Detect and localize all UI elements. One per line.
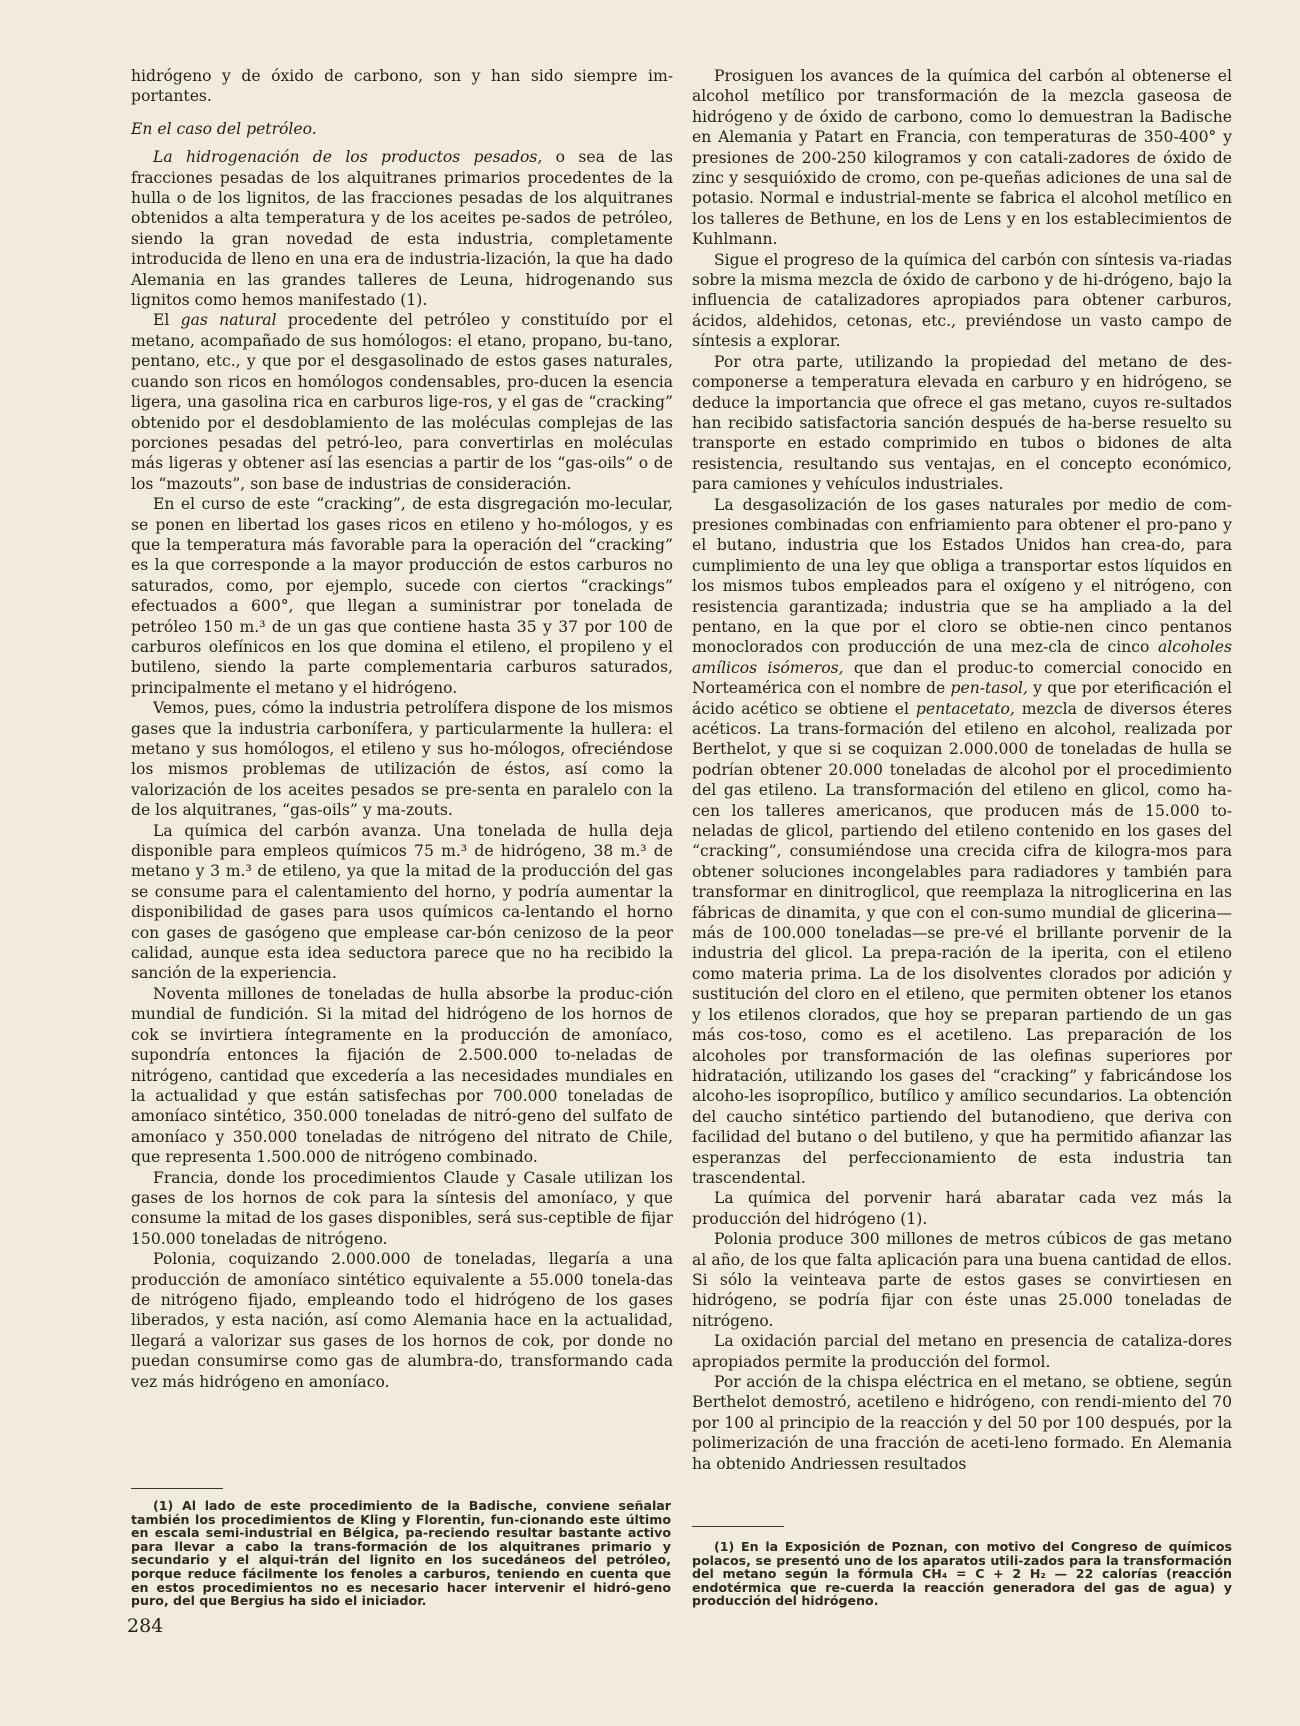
footnote bbox=[131, 1499, 671, 1608]
footnote bbox=[692, 1540, 1232, 1608]
left-column bbox=[131, 66, 673, 1392]
italic-phrase: pentacetato, bbox=[915, 699, 1015, 718]
footnote-divider bbox=[692, 1526, 784, 1527]
paragraph-text: La desgasolización de los gases naturales por medio de com-presiones combinadas con enfriamiento para obtener el pro-pano y el butano, industria que los Estados Unidos han crea-do, para cumplimiento de una ley que obliga a transportar estos líquidos en los mismos tubos empleados para el oxígeno y el nitrógeno, con resistencia garantizada; industria que se ha ampliado a la del pentano, en la que por el cloro se obtie-nen cinco pentanos monoclorados con producción de una mez-cla de cinco bbox=[692, 495, 1232, 657]
italic-phrase: La hidrogenación de los productos pesados, bbox=[153, 148, 543, 167]
paragraph: Noventa millones de toneladas de hulla absorbe la produc-ción mundial de fundición. Si la mitad del hidrógeno de los hornos de cok se invirtiera íntegramente en la producción de amoníaco, supondría entonces la fijación de 2.500.000 to-neladas de nitrógeno, cantidad que excedería a las necesidades mundiales en la actualidad y que están satisfechas por 700.000 toneladas de amoníaco sintético, 350.000 toneladas de nitró-geno del sulfato de amoníaco y 350.000 toneladas de nitrógeno del nitrato de Chile, que representa 1.500.000 de nitrógeno combinado. bbox=[131, 984, 673, 1167]
paragraph-text: que dan el produc-to comercial conocido en Norteamérica con el nombre de bbox=[692, 658, 1232, 698]
paragraph: La química del carbón avanza. Una tonelada de hulla deja disponible para empleos químicos 75 m.³ de hidrógeno, 38 m.³ de metano y 3 m.³ de etileno, ya que la mitad de la producción del gas se consume para el calentamiento del horno, y podría aumentar la disponibilidad de gases para usos químicos ca-lentando el horno con gases de gasógeno que emplease car-bón cenizoso de la peor calidad, aunque esta idea seductora parece que no ha recibido la sanción de la experiencia. bbox=[131, 821, 673, 983]
paragraph-text: El bbox=[153, 311, 181, 330]
italic-phrase: alcoholes amílicos isómeros, bbox=[692, 638, 1232, 677]
paragraph: hidrógeno y de óxido de carbono, son y han sido siempre im-portantes. bbox=[131, 67, 673, 106]
paragraph-text: procedente del petróleo y constituído por el metano, acompañado de sus homólogos: el etano, propano, bu-tano, pentano, etc., y que por el desgasolinado de estos gases naturales, cuando son ricos en homólogos condensables, pro-ducen la esencia ligera, una gasolina rica en carburos lige-ros, y el gas de “cracking” obtenido por el desdoblamiento de las moléculas complejas de las porciones pesadas del petró-leo, para convertirlas en moléculas más ligeras y obtener así las esencias a partir de los “gas-oils” o de los “mazouts”, son base de industrias de consideración. bbox=[131, 311, 673, 493]
footnote-divider bbox=[131, 1488, 223, 1489]
paragraph: La química del porvenir hará abaratar cada vez más la producción del hidrógeno (1). bbox=[692, 1189, 1232, 1228]
paragraph bbox=[131, 310, 673, 494]
footnote-text: (1) Al lado de este procedimiento de la Badische, conviene señalar también los procedimientos de Kling y Florentin, fun-cionando este último en escala semi-industrial en Bélgica, pa-reciendo resultar bastante activo para llevar a cabo la trans-formación de los alquitranes primario y secundario y el alqui-trán del lignito en los sucedáneos del petróleo, porque reduce fácilmente los fenoles a carburos, teniendo en cuenta que en estos procedimientos no es necesario hacer intervenir el hidró-geno puro, del que Bergius ha sido el iniciador. bbox=[131, 1498, 671, 1609]
paragraph bbox=[131, 147, 673, 310]
paragraph: Polonia produce 300 millones de metros cúbicos de gas metano al año, de los que falta aplicación para una buena cantidad de ellos. Si sólo la veinteava parte de estos gases se convirtiesen en hidrógeno, se podría fijar con éste unas 25.000 toneladas de nitrógeno. bbox=[692, 1230, 1232, 1330]
paragraph: Por otra parte, utilizando la propiedad del metano de des-componerse a temperatura elevada en carburo y en hidrógeno, se deduce la importancia que ofrece el gas metano, cuyos re-sultados han recibido satisfactoria sanción después de ha-berse resuelto su transporte en estado comprimido en tubos o bidones de alta resistencia, resultando sus ventajas, en el concepto económico, para camiones y vehículos industriales. bbox=[692, 352, 1232, 494]
paragraph-text: y que por eterificación el ácido acético se obtiene el bbox=[692, 679, 1232, 718]
paragraph: En el curso de este “cracking”, de esta disgregación mo-lecular, se ponen en libertad los gases ricos en etileno y ho-mólogos, y es que la temperatura más favorable para la operación del “cracking” es la que corresponde a la mayor producción de estos carburos no saturados, como, por ejemplo, sucede con ciertos “crackings” efectuados a 600°, que llegan a suministrar por tonelada de petróleo 150 m.³ de un gas que contiene hasta 35 y 37 por 100 de carburos olefínicos en los que domina el etileno, el propileno y el butileno, siendo la parte complementaria carburos saturados, principalmente el metano y el hidrógeno. bbox=[131, 495, 673, 697]
footnote-text: (1) En la Exposición de Poznan, con motivo del Congreso de químicos polacos, se presentó uno de los aparatos utili-zados para la transformación del metano según la fórmula CH₄ = C + 2 H₂ — 22 calorías (reacción endotérmica que re-cuerda la reacción generadora del gas de agua) y producción del hidrógeno. bbox=[692, 1539, 1232, 1609]
italic-phrase: gas natural bbox=[180, 311, 277, 330]
paragraph-text: o sea de las fracciones pesadas de los alquitranes primarios procedentes de la hulla o de los lignitos, de las fracciones pesadas de los alquitranes obtenidos a alta temperatura y de los aceites pe-sados de petróleo, siendo la gran novedad de esta industria, completamente introducida de lleno en una era de industria-lización, la que ha dado Alemania en las grandes talleres de Leuna, hidrogenando sus lignitos como hemos manifestado (1). bbox=[131, 148, 673, 310]
paragraph-text: mezcla de diversos éteres acéticos. La trans-formación del etileno en alcohol, realizada por Berthelot, y que si se coquizan 2.000.000 de toneladas de hulla se podrían obtener 20.000 toneladas de alcohol por el procedimiento del gas etileno. La transformación del etileno en glicol, como ha-cen los talleres americanos, que producen más de 15.000 to-neladas de glicol, partiendo del etileno contenido en los gases del “cracking”, consumiéndose una crecida cifra de kilogra-mos para obtener soluciones incongelables para radiadores y también para transformar en dinitroglicol, que reemplaza la nitroglicerina en las fábricas de dinamita, y que con el con-sumo mundial de glicerina—más de 100.000 toneladas—se pre-vé el brillante porvenir de la industria del glicol. La prepa-ración de la iperita, con el etileno como materia prima. La de los disolventes clorados por adición y sustitución del cloro en el etileno, que permiten obtener los etanos y los etilenos clorados, que hoy se preparan partiendo de un gas más cos-toso, como es el acetileno. Las preparación de los alcoholes por transformación de las olefinas superiores por hidratación, utilizando los gases del “cracking” y fabricándose los alcoho-les isopropílico, butílico y amílico secundarios. La obtención del caucho sintético partiendo del butanodieno, que deriva con facilidad del butano o del butileno, y que ha permitido afianzar las esperanzas del perfeccionamiento de esta industria tan trascendental. bbox=[692, 699, 1232, 1187]
section-heading: En el caso del petróleo. bbox=[131, 119, 317, 138]
paragraph: Polonia, coquizando 2.000.000 de toneladas, llegaría a una producción de amoníaco sintético equivalente a 55.000 tonela-das de nitrógeno fijado, empleando todo el hidrógeno de los gases liberados, y esta nación, así como Alemania hace en la actualidad, llegará a valorizar sus gases de los hornos de cok, por donde no puedan consumirse como gas de alumbra-do, transformando cada vez más hidrógeno en amoníaco. bbox=[131, 1250, 673, 1391]
paragraph: Prosiguen los avances de la química del carbón al obtenerse el alcohol metílico por transformación de la mezcla gaseosa de hidrógeno y de óxido de carbono, como lo demuestran la Badische en Alemania y Patart en Francia, con temperaturas de 350-400° y presiones de 200-250 kilogramos y con catali-zadores de óxido de zinc y sesquióxido de cromo, con pe-queñas adiciones de una sal de potasio. Normal e industrial-mente se fabrica el alcohol metílico en los talleres de Bethune, en los de Lens y en los establecimientos de Kuhlmann. bbox=[692, 67, 1232, 249]
paragraph: Por acción de la chispa eléctrica en el metano, se obtiene, según Berthelot demostró, acetileno e hidrógeno, con rendi-miento del 70 por 100 al principio de la reacción y del 50 por 100 después, por la polimerización de una fracción de aceti-leno formado. En Alemania ha obtenido Andriessen resultados bbox=[692, 1373, 1232, 1473]
paragraph: Sigue el progreso de la química del carbón con síntesis va-riadas sobre la misma mezcla de óxido de carbono y de hi-drógeno, bajo la influencia de catalizadores apropiados para obtener carburos, ácidos, aldehidos, cetonas, etc., previéndose un vasto campo de síntesis a explorar. bbox=[692, 250, 1232, 351]
paragraph bbox=[692, 495, 1232, 1189]
right-column bbox=[692, 66, 1232, 1474]
paragraph: Vemos, pues, cómo la industria petrolífera dispone de los mismos gases que la industria carbonífera, y particularmente la hullera: el metano y sus homólogos, el etileno y sus ho-mólogos, ofreciéndose los mismos problemas de utilización de éstos, así como la valorización de los aceites pesados se pre-senta en paralelo con la de los alquitranes, “gas-oils” y ma-zouts. bbox=[131, 699, 673, 820]
paragraph: La oxidación parcial del metano en presencia de cataliza-dores apropiados permite la producción del formol. bbox=[692, 1332, 1232, 1371]
page-number: 284 bbox=[127, 1615, 164, 1637]
paragraph: Francia, donde los procedimientos Claude y Casale utilizan los gases de los hornos de cok para la síntesis del amoníaco, y que consume la mitad de los gases disponibles, será sus-ceptible de fijar 150.000 toneladas de nitrógeno. bbox=[131, 1168, 673, 1248]
italic-phrase: pen-tasol, bbox=[950, 679, 1028, 698]
